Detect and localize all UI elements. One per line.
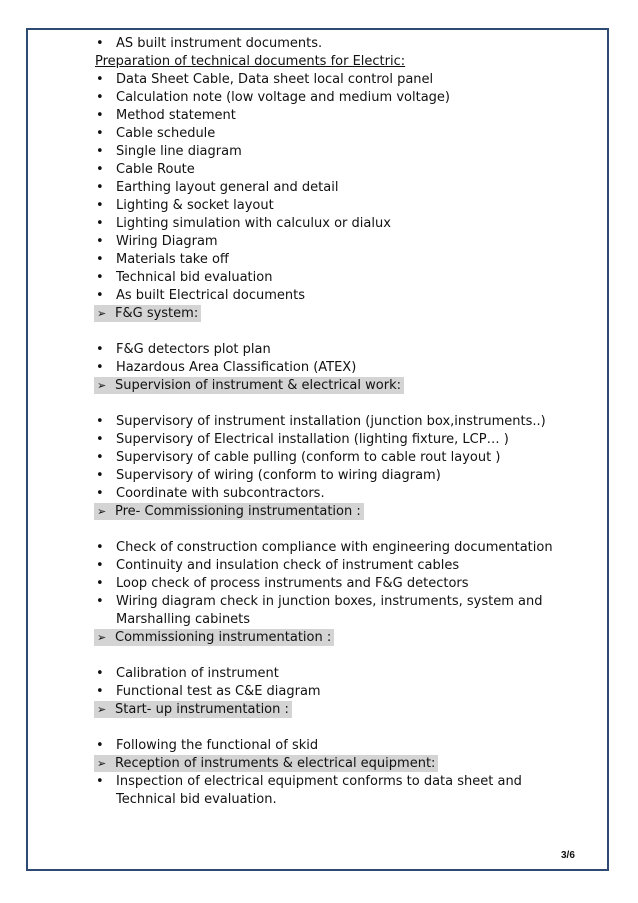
list-item: • Technical bid evaluation xyxy=(95,269,575,287)
list-item: • Coordinate with subcontractors. xyxy=(95,485,575,503)
list-item: • Earthing layout general and detail xyxy=(95,179,575,197)
list-item: • Single line diagram xyxy=(95,143,575,161)
list-item: • Supervisory of Electrical installation (lighting fixture, LCP… ) xyxy=(95,431,575,449)
arrow-bullet-icon: ➢ xyxy=(97,703,107,716)
list-item: • F&G detectors plot plan xyxy=(95,341,575,359)
list-item: • Functional test as C&E diagram xyxy=(95,683,575,701)
list-item: • Supervisory of instrument installation (junction box,instruments..) xyxy=(95,413,575,431)
list-item: • Calibration of instrument xyxy=(95,665,575,683)
arrow-bullet-icon: ➢ xyxy=(97,307,107,320)
list-item: • AS built instrument documents. xyxy=(95,35,575,53)
list-item: • Method statement xyxy=(95,107,575,125)
list-item: • Cable Route xyxy=(95,161,575,179)
section-heading-start-up: ➢ Start- up instrumentation : xyxy=(95,701,575,719)
list-item: • Cable schedule xyxy=(95,125,575,143)
list-item: • Following the functional of skid xyxy=(95,737,575,755)
arrow-bullet-icon: ➢ xyxy=(97,757,107,770)
section-heading-commissioning: ➢ Commissioning instrumentation : xyxy=(95,629,575,647)
arrow-bullet-icon: ➢ xyxy=(97,631,107,644)
list-item: • Supervisory of cable pulling (conform to cable rout layout ) xyxy=(95,449,575,467)
section-heading-pre-commissioning: ➢ Pre- Commissioning instrumentation : xyxy=(95,503,575,521)
list-item: • Materials take off xyxy=(95,251,575,269)
list-item: • Continuity and insulation check of instrument cables xyxy=(95,557,575,575)
list-item: • Calculation note (low voltage and medium voltage) xyxy=(95,89,575,107)
list-item: • Inspection of electrical equipment conforms to data sheet and Technical bid evaluation. xyxy=(95,773,575,809)
arrow-bullet-icon: ➢ xyxy=(97,379,107,392)
arrow-bullet-icon: ➢ xyxy=(97,505,107,518)
list-item: • Check of construction compliance with engineering documentation xyxy=(95,539,575,557)
list-item: • Data Sheet Cable, Data sheet local control panel xyxy=(95,71,575,89)
section-heading-electric: Preparation of technical documents for Electric: xyxy=(95,54,406,69)
document-body xyxy=(95,35,575,809)
list-item: • Hazardous Area Classification (ATEX) xyxy=(95,359,575,377)
list-item: • As built Electrical documents xyxy=(95,287,575,305)
list-item: • Supervisory of wiring (conform to wiring diagram) xyxy=(95,467,575,485)
section-heading-reception: ➢ Reception of instruments & electrical equipment: xyxy=(95,755,575,773)
list-item: • Wiring Diagram xyxy=(95,233,575,251)
section-heading-supervision: ➢ Supervision of instrument & electrical work: xyxy=(95,377,575,395)
page-number: 3/6 xyxy=(561,850,575,861)
section-heading-fg-system: ➢ F&G system: xyxy=(95,305,575,323)
list-item: • Lighting & socket layout xyxy=(95,197,575,215)
list-item: • Lighting simulation with calculux or dialux xyxy=(95,215,575,233)
list-item: • Wiring diagram check in junction boxes, instruments, system and Marshalling cabinets xyxy=(95,593,575,629)
list-item: • Loop check of process instruments and F&G detectors xyxy=(95,575,575,593)
